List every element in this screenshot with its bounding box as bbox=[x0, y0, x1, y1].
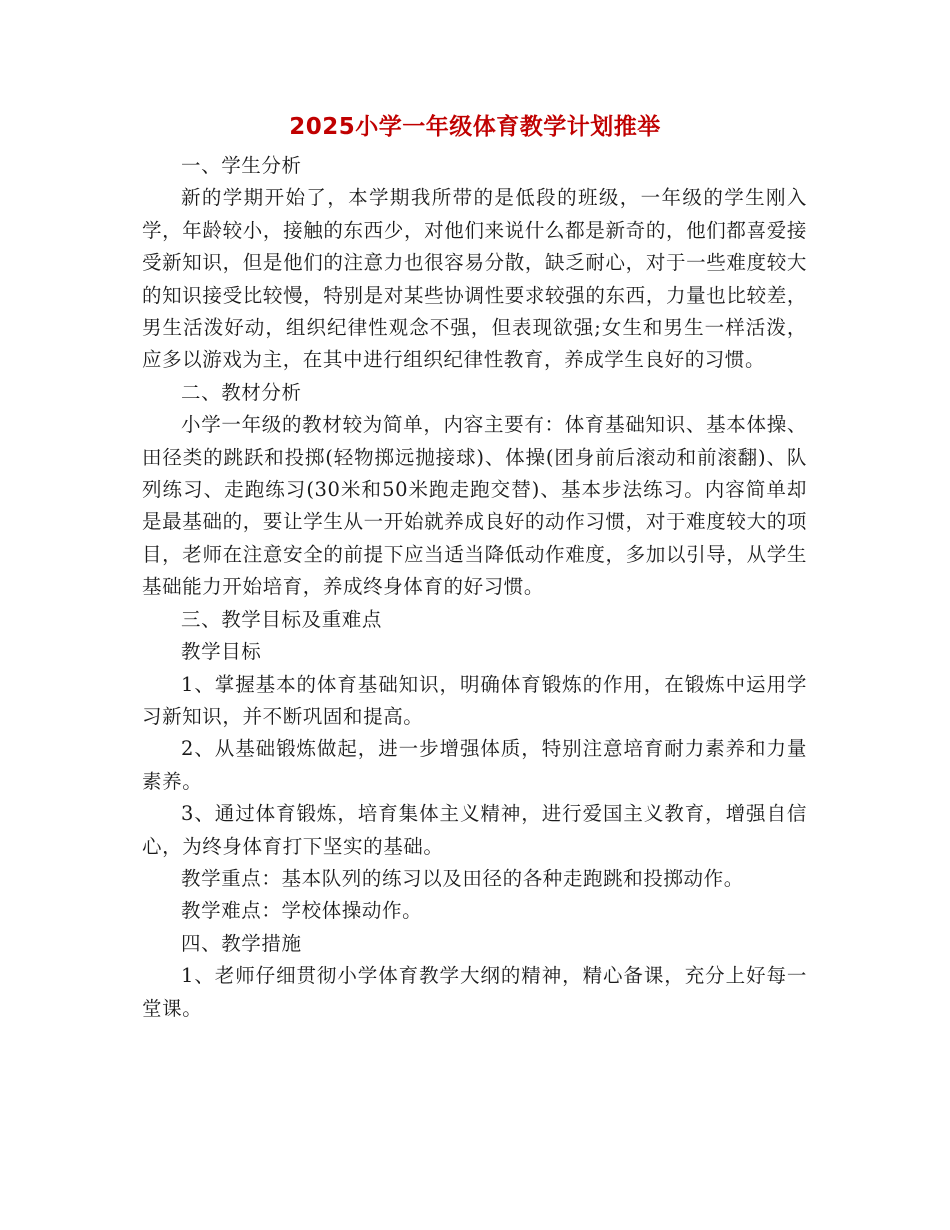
teaching-difficulties: 教学难点：学校体操动作。 bbox=[181, 899, 423, 923]
paragraph-textbook-analysis: 小学一年级的教材较为简单，内容主要有：体育基础知识、基本体操、田径类的跳跃和投掷(轻物掷远抛接球)、体操(团身前后滚动和前滚翻)、队列练习、走跑练习(30米和50米跑走跑交替)、基本步法练习。内容简单却是最基础的，要让学生从一开始就养成良好的动作习惯，对于难度较大的项目，老师在注意安全的前提下应当适当降低动作难度，多加以引导，从学生基础能力开始培育，养成终身体育的好习惯。 bbox=[142, 413, 807, 599]
goal-item-1: 1、掌握基本的体育基础知识，明确体育锻炼的作用，在锻炼中运用学习新知识，并不断巩固和提高。 bbox=[142, 672, 807, 728]
subheading-teaching-goals: 教学目标 bbox=[181, 640, 262, 664]
document-title: 2025小学一年级体育教学计划推举 bbox=[289, 114, 661, 140]
goal-item-2: 2、从基础锻炼做起，进一步增强体质，特别注意培育耐力素养和力量素养。 bbox=[142, 737, 807, 793]
heading-textbook-analysis: 二、教材分析 bbox=[181, 380, 302, 404]
document-body bbox=[142, 150, 807, 1025]
heading-teaching-measures: 四、教学措施 bbox=[181, 931, 302, 955]
heading-teaching-goals: 三、教学目标及重难点 bbox=[181, 607, 383, 631]
measure-item-1: 1、老师仔细贯彻小学体育教学大纲的精神，精心备课，充分上好每一堂课。 bbox=[142, 964, 807, 1020]
heading-student-analysis: 一、学生分析 bbox=[181, 154, 302, 177]
goal-item-3: 3、通过体育锻炼，培育集体主义精神，进行爱国主义教育，增强自信心，为终身体育打下坚实的基础。 bbox=[142, 802, 807, 858]
paragraph-student-analysis: 新的学期开始了，本学期我所带的是低段的班级，一年级的学生刚入学，年龄较小，接触的东西少，对他们来说什么都是新奇的，他们都喜爱接受新知识，但是他们的注意力也很容易分散，缺乏耐心，对于一些难度较大的知识接受比较慢，特别是对某些协调性要求较强的东西，力量也比较差，男生活泼好动，组织纪律性观念不强，但表现欲强;女生和男生一样活泼，应多以游戏为主，在其中进行组织纪律性教育，养成学生良好的习惯。 bbox=[142, 186, 807, 372]
teaching-key-points: 教学重点：基本队列的练习以及田径的各种走跑跳和投掷动作。 bbox=[181, 866, 744, 890]
